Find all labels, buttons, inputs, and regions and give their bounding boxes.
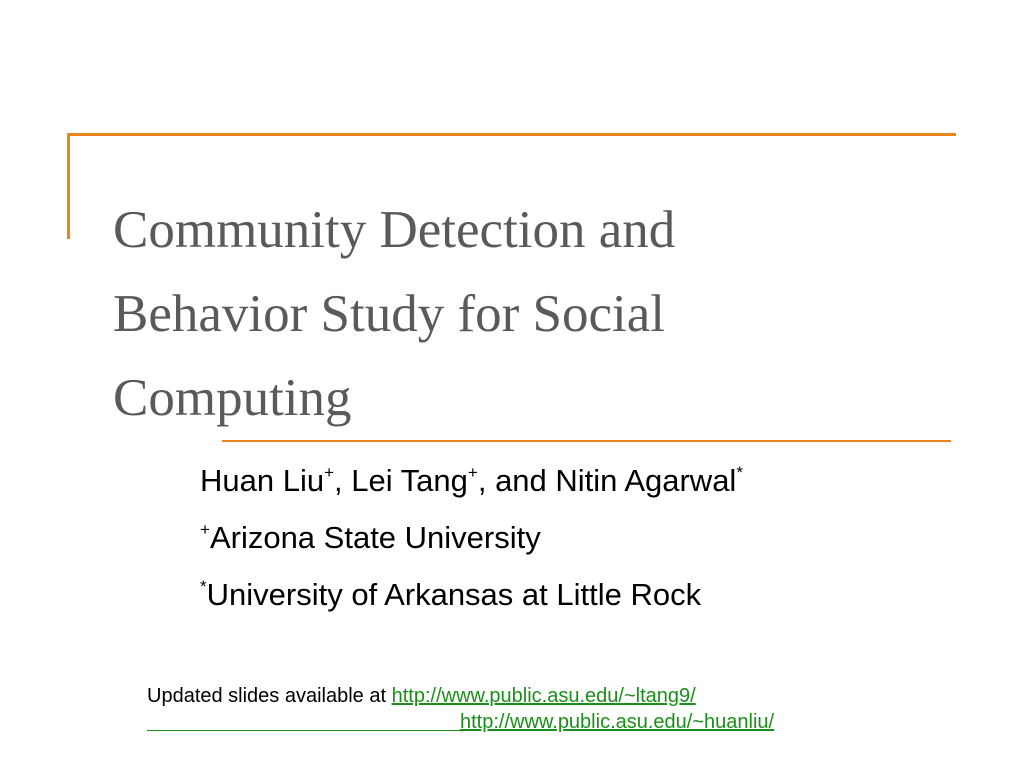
affiliation-asu-name: Arizona State University — [209, 520, 541, 555]
authors-line — [200, 452, 960, 509]
note-row-1 — [147, 683, 947, 709]
affiliation-ualr-name: University of Arkansas at Little Rock — [206, 577, 702, 612]
author-lei-tang: , Lei Tang — [334, 463, 468, 498]
author-nitin-agarwal: , and Nitin Agarwal — [477, 463, 737, 498]
title-line-1: Community Detection and — [113, 201, 676, 259]
title-line-3: Computing — [113, 369, 352, 427]
updated-slides-note — [147, 683, 947, 735]
note-prefix: Updated slides available at — [147, 685, 392, 707]
top-accent-rule — [67, 133, 956, 136]
affiliation-asu-mark: + — [200, 520, 210, 539]
title-underline-rule — [222, 440, 951, 442]
note-row-2 — [147, 709, 947, 735]
author-huan-liu: Huan Liu — [200, 463, 325, 498]
title-line-2: Behavior Study for Social — [113, 285, 665, 343]
affiliation-ualr — [200, 566, 960, 623]
left-accent-rule — [67, 133, 70, 239]
slide-title — [113, 188, 933, 440]
ltang-link[interactable]: http://www.public.asu.edu/~ltang9/ — [391, 685, 696, 707]
link-indent-underline — [147, 711, 460, 731]
slide-subtitle — [200, 452, 960, 623]
author-3-mark: * — [736, 463, 743, 482]
affiliation-ualr-mark: * — [200, 577, 207, 596]
author-2-mark: + — [467, 463, 478, 482]
author-1-mark: + — [324, 463, 335, 482]
huanliu-link[interactable]: http://www.public.asu.edu/~huanliu/ — [460, 711, 775, 733]
affiliation-asu — [200, 509, 960, 566]
